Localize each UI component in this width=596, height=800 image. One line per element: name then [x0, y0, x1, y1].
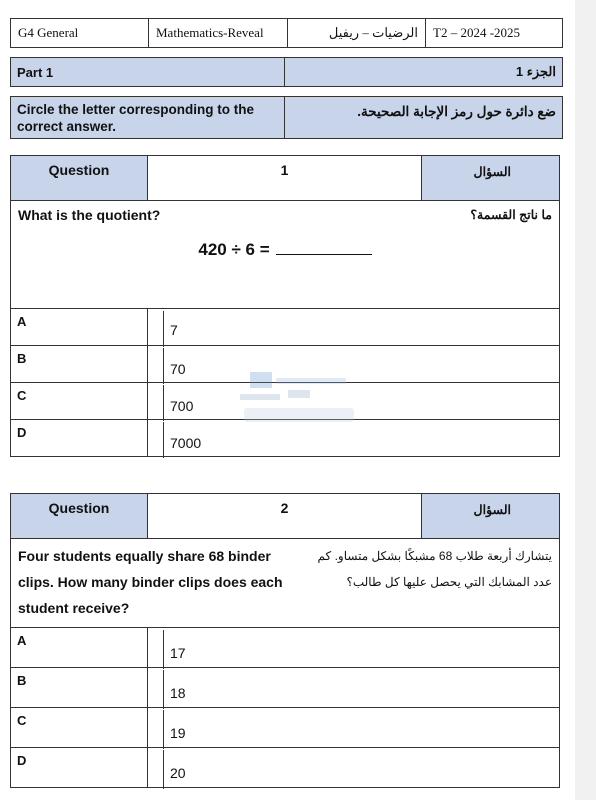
option-row[interactable] — [11, 708, 560, 748]
option-letter[interactable]: A — [11, 309, 148, 346]
option-value: 7000 — [148, 420, 560, 457]
option-letter[interactable]: B — [11, 346, 148, 383]
option-letter[interactable]: D — [11, 748, 148, 788]
answer-blank — [276, 239, 372, 255]
question-1-body — [11, 201, 560, 309]
option-letter[interactable]: D — [11, 420, 148, 457]
watermark-logo-icon — [240, 372, 360, 430]
option-letter[interactable]: C — [11, 708, 148, 748]
question-label-en: Question — [11, 494, 148, 539]
option-row[interactable] — [11, 309, 560, 346]
question-label-ar: السؤال — [422, 494, 560, 539]
equation-text: 420 ÷ 6 = — [198, 240, 270, 259]
option-row[interactable] — [11, 668, 560, 708]
option-value: 700 — [148, 383, 560, 420]
option-row[interactable] — [11, 748, 560, 788]
question-label-en: Question — [11, 156, 148, 201]
question-label-ar: السؤال — [422, 156, 560, 201]
subject-en-label: Mathematics-Reveal — [149, 19, 288, 48]
question-text-ar: يتشارك أربعة طلاب 68 مشبكًا بشكل متساو. كم عدد المشابك التي يحصل عليها كل طالب؟ — [317, 549, 552, 589]
option-value: 19 — [148, 708, 560, 748]
question-text-en: Four students equally share 68 binder clips. How many binder clips does each student receive? — [18, 548, 283, 616]
subject-ar-label: الرضيات – ريفيل — [288, 19, 426, 48]
option-value: 20 — [148, 748, 560, 788]
term-label: T2 – 2024 -2025 — [426, 19, 563, 48]
grade-label: G4 General — [11, 19, 149, 48]
question-2-body — [11, 539, 560, 628]
instruction-row — [10, 96, 563, 139]
option-letter[interactable]: B — [11, 668, 148, 708]
option-value: 7 — [148, 309, 560, 346]
option-value: 18 — [148, 668, 560, 708]
option-value: 70 — [148, 346, 560, 383]
question-number: 2 — [148, 494, 422, 539]
instruction-ar: ضع دائرة حول رمز الإجابة الصحيحة. — [285, 97, 563, 139]
header-table — [10, 18, 563, 48]
part-label-en: Part 1 — [11, 58, 285, 87]
option-value: 17 — [148, 628, 560, 668]
question-text-en: What is the quotient? — [18, 207, 161, 223]
page-margin-strip — [575, 0, 596, 800]
question-2-table — [10, 493, 560, 788]
instruction-en: Circle the letter corresponding to the correct answer. — [11, 97, 285, 139]
question-number: 1 — [148, 156, 422, 201]
part-row — [10, 57, 563, 87]
option-letter[interactable]: C — [11, 383, 148, 420]
option-letter[interactable]: A — [11, 628, 148, 668]
part-label-ar: الجزء 1 — [285, 58, 563, 87]
option-row[interactable] — [11, 628, 560, 668]
equation — [18, 239, 552, 260]
question-text-ar: ما ناتج القسمة؟ — [470, 208, 552, 222]
